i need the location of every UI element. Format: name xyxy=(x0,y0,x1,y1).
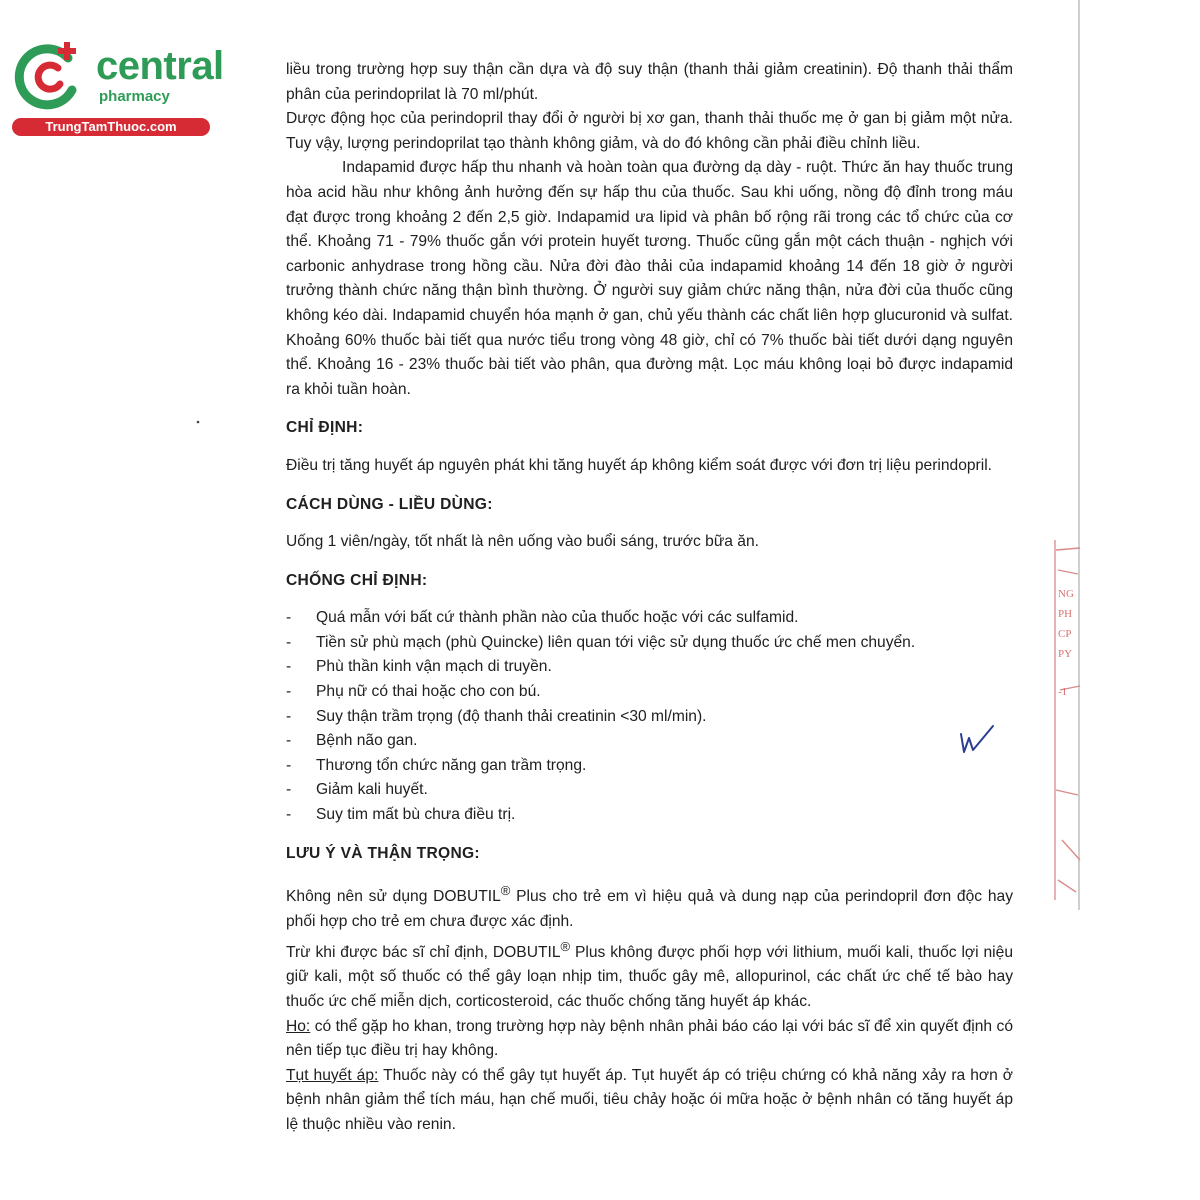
logo-subtitle: pharmacy xyxy=(99,88,170,105)
paragraph-drug-interactions: Trừ khi được bác sĩ chỉ định, DOBUTIL® Plus không được phối hợp với lithium, muối kali, thuốc lợi niệu giữ kali, một số thuốc có thể gây loạn nhịp tim, thuốc gây mê, allopurinol, các chất ức chế tế bào hay thuốc ức chế miễn dịch, corticosteroid, các thuốc chống tăng huyết áp khác. xyxy=(286,938,1013,1010)
stamp-fragment: CP xyxy=(1058,628,1072,640)
list-item: - Phụ nữ có thai hoặc cho con bú. xyxy=(286,680,1013,705)
document-body xyxy=(286,58,1013,1138)
stamp-fragment: PY xyxy=(1058,648,1073,660)
scan-speck xyxy=(194,418,202,426)
stamp-fragment: -1 xyxy=(1058,686,1068,698)
list-item: - Quá mẫn với bất cứ thành phần nào của thuốc hoặc với các sulfamid. xyxy=(286,606,1013,631)
paragraph-hypotension: Tụt huyết áp: Thuốc này có thể gây tụt huyết áp. Tụt huyết áp có triệu chứng có khả năng xảy ra hơn ở bệnh nhân giảm thể tích máu, hạn chế muối, tiêu chảy hoặc ói mữa hoặc ở bệnh nhân có tăng huyết áp lệ thuộc nhiều vào renin. xyxy=(286,1066,1013,1133)
paragraph-renal-dosing: liều trong trường hợp suy thận cần dựa và độ suy thận (thanh thải giảm creatinin). Độ thanh thải thẩm phân của perindoprilat là 70 ml/phút. xyxy=(286,61,1013,103)
paragraph-dosage: Uống 1 viên/ngày, tốt nhất là nên uống vào buổi sáng, trước bữa ăn. xyxy=(286,533,759,551)
heading-indications: CHỈ ĐỊNH: xyxy=(286,419,364,437)
contraindications-list xyxy=(286,606,1013,827)
paragraph-hepatic-pharmacokinetics: Dược động học của perindopril thay đổi ở người bị xơ gan, thanh thải thuốc mẹ ở gan bị giảm một nửa. Tuy vậy, lượng perindoprilat tạo thành không giảm, và do đó không cần phải điều chỉnh liều. xyxy=(286,110,1013,152)
heading-precautions: LƯU Ý VÀ THẬN TRỌNG: xyxy=(286,844,480,862)
list-item: - Phù thần kinh vận mạch di truyền. xyxy=(286,655,1013,680)
logo-name: central xyxy=(96,44,224,88)
paragraph-indications: Điều trị tăng huyết áp nguyên phát khi tăng huyết áp không kiểm soát được với đơn trị liệu perindopril. xyxy=(286,456,992,474)
stamp-fragment: NG xyxy=(1058,588,1074,600)
list-item: - Bệnh não gan. xyxy=(286,729,1013,754)
paragraph-cough: Ho: có thể gặp ho khan, trong trường hợp này bệnh nhân phải báo cáo lại với bác sĩ để xin quyết định có nên tiếp tục điều trị hay không. xyxy=(286,1017,1013,1060)
handwritten-initials-icon xyxy=(955,722,999,758)
list-item: - Thương tổn chức năng gan trầm trọng. xyxy=(286,754,1013,779)
brand-logo xyxy=(10,36,224,136)
heading-contraindications: CHỐNG CHỈ ĐỊNH: xyxy=(286,571,428,589)
list-item: - Tiền sử phù mạch (phù Quincke) liên quan tới việc sử dụng thuốc ức chế men chuyển. xyxy=(286,631,1013,656)
paragraph-indapamid-pharmacokinetics: Indapamid được hấp thu nhanh và hoàn toàn qua đường dạ dày - ruột. Thức ăn hay thuốc trung hòa acid hầu như không ảnh hưởng đến sự hấp thu của thuốc. Sau khi uống, nồng độ đỉnh trong máu đạt được trong khoảng 2 đến 2,5 giờ. Indapamid ưa lipid và phân bố rộng rãi trong các tổ chức của cơ thể. Khoảng 71 - 79% thuốc gắn với protein huyết tương. Thuốc cũng gắn một cách thuận - nghịch với carbonic anhydrase trong hồng cầu. Nửa đời đào thải của indapamid khoảng 14 đến 18 giờ ở người trưởng thành chức năng thận bình thường. Ở người suy giảm chức năng thận, nửa đời của thuốc cũng không kéo dài. Indapamid chuyển hóa mạnh ở gan, chủ yếu thành các chất liên hợp glucuronid và sulfat. Khoảng 60% thuốc bài tiết qua nước tiểu trong vòng 48 giờ, chỉ có 7% thuốc bài tiết dưới dạng nguyên thể. Khoảng 16 - 23% thuốc bài tiết vào phân, qua đường mật. Lọc máu không loại bỏ được indapamid ra khỏi tuần hoàn. xyxy=(286,159,1013,398)
heading-dosage: CÁCH DÙNG - LIỀU DÙNG: xyxy=(286,495,493,513)
logo-url-badge[interactable]: TrungTamThuoc.com xyxy=(12,118,210,136)
list-item: - Suy tim mất bù chưa điều trị. xyxy=(286,803,1013,828)
list-item: - Giảm kali huyết. xyxy=(286,778,1013,803)
label-hypotension: Tụt huyết áp: xyxy=(286,1066,379,1084)
list-item: - Suy thận trầm trọng (độ thanh thải creatinin <30 ml/min). xyxy=(286,705,1013,730)
label-cough: Ho: xyxy=(286,1017,311,1035)
central-pharmacy-logo-icon xyxy=(12,40,86,114)
stamp-fragment: PH xyxy=(1058,608,1073,620)
paragraph-pediatric-use: Không nên sử dụng DOBUTIL® Plus cho trẻ em vì hiệu quả và dung nạp của perindopril đơn độc hay phối hợp cho trẻ em chưa được xác định. xyxy=(286,883,1013,930)
